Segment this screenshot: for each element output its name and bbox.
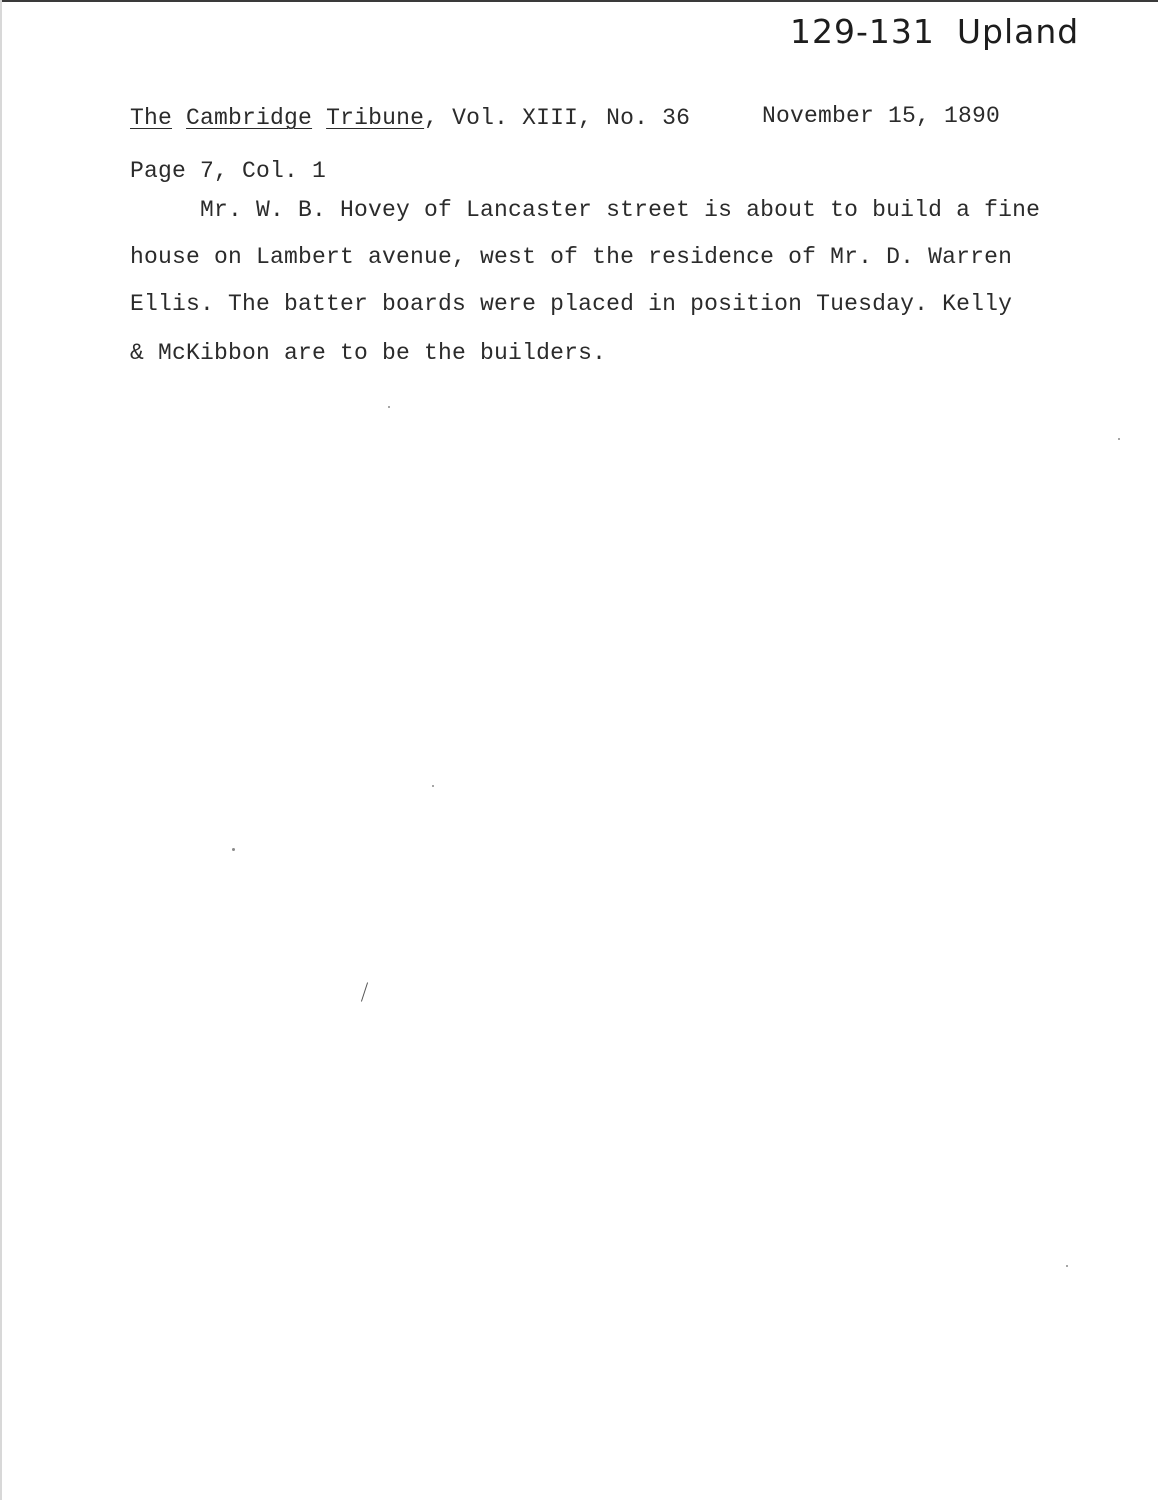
citation-title-the: The xyxy=(130,105,173,131)
stray-pen-mark xyxy=(361,982,368,1001)
handwritten-street-name: Upland xyxy=(956,12,1080,51)
article-line: house on Lambert avenue, west of the residence of Mr. D. Warren xyxy=(130,244,1013,270)
scan-edge-left xyxy=(0,0,2,1500)
citation-volume-number: , Vol. XIII, No. 36 xyxy=(424,105,691,131)
citation-date: November 15, 1890 xyxy=(762,103,1001,129)
handwritten-address-note xyxy=(790,12,1079,51)
scan-speck xyxy=(1118,438,1120,440)
citation-page-column: Page 7, Col. 1 xyxy=(130,158,327,184)
scan-speck xyxy=(432,785,434,787)
scan-speck xyxy=(1066,1265,1068,1267)
article-line: Mr. W. B. Hovey of Lancaster street is about to build a fine xyxy=(200,197,1041,223)
scan-speck xyxy=(388,406,390,408)
handwritten-address-number: 129-131 xyxy=(790,12,935,51)
article-line: & McKibbon are to be the builders. xyxy=(130,340,607,366)
article-line: Ellis. The batter boards were placed in position Tuesday. Kelly xyxy=(130,291,1013,317)
citation-title-tribune: Tribune xyxy=(326,105,425,131)
citation-title-cambridge: Cambridge xyxy=(186,105,313,131)
scan-edge-top xyxy=(0,0,1158,2)
citation-source xyxy=(130,105,690,131)
scan-speck xyxy=(232,848,235,851)
